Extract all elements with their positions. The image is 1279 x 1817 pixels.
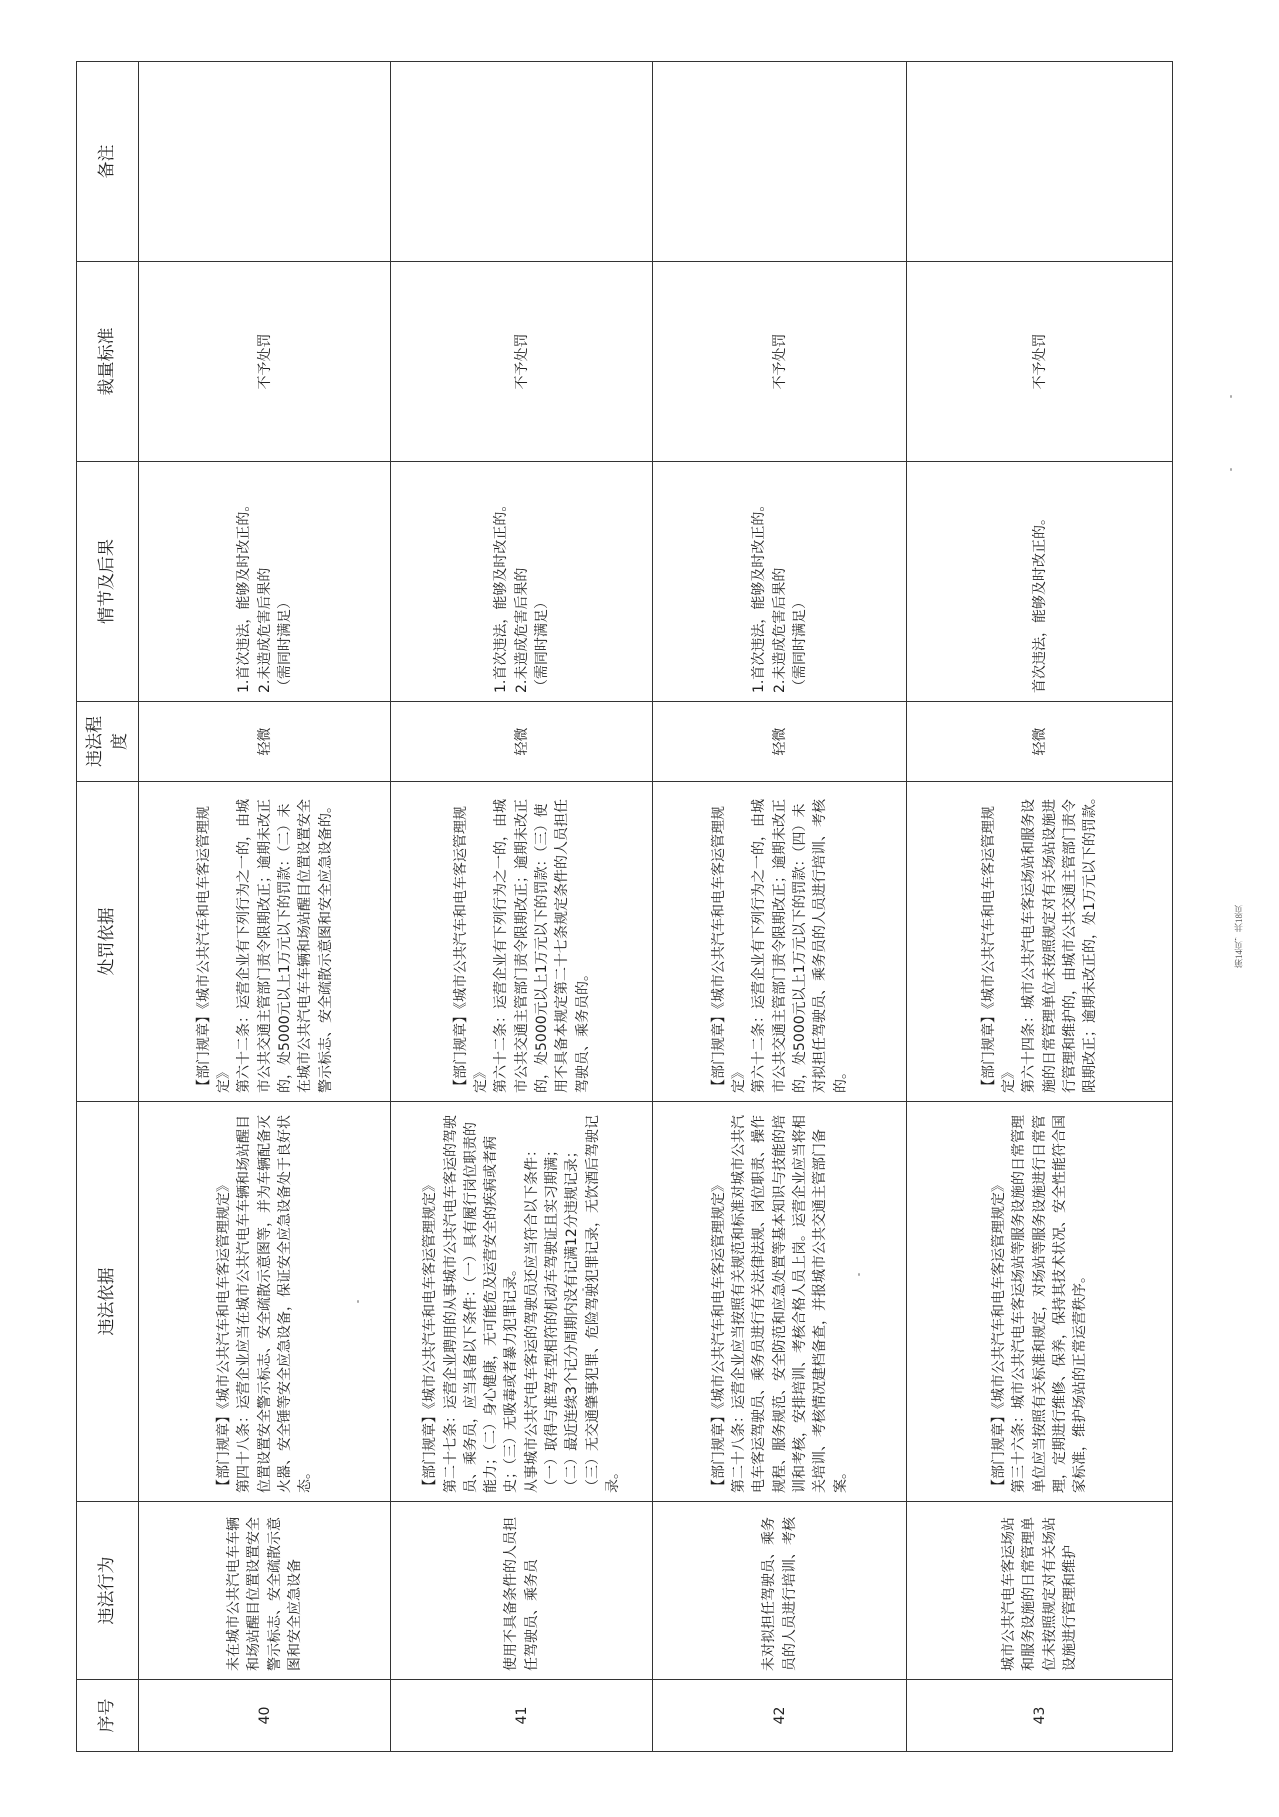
cell-circ: 1.首次违法，能够及时改正的。 2.未造成危害后果的 （需同时满足） [653, 462, 907, 702]
cell-penalty: 【部门规章】《城市公共汽车和电车客运管理规定》 第六十二条：运营企业有下列行为之一的，由城市公共交通主管部门责令限期改正；逾期未改正的，处5000元以上1万元以下的罚款：（二）未在城市公共汽电车车辆和场站醒目位置设置安全警示标志、安全疏散示意图和安全应急设备的。 [139, 782, 391, 1102]
header-act: 违法行为 [77, 1502, 139, 1680]
cell-penalty: 【部门规章】《城市公共汽车和电车客运管理规定》 第六十二条：运营企业有下列行为之一的，由城市公共交通主管部门责令限期改正；逾期未改正的，处5000元以上1万元以下的罚款：（三）使用不具备本规定第二十七条规定条件的人员担任驾驶员、乘务员的。 [391, 782, 653, 1102]
cell-std: 不予处罚 [139, 262, 391, 462]
cell-basis: 【部门规章】《城市公共汽车和电车客运管理规定》 第三十六条：城市公共汽电车客运场站等服务设施的日常管理单位应当按照有关标准和规定，对场站等服务设施进行日常管理，定期进行维修、保养，保持其技术状况、安全性能符合国家标准，维护场站的正常运营秩序。 [907, 1102, 1173, 1502]
scan-speck [357, 1300, 359, 1303]
cell-basis: 【部门规章】《城市公共汽车和电车客运管理规定》 第二十八条：运营企业应当按照有关规范和标准对城市公共汽电车客运驾驶员、乘务员进行有关法律法规、岗位职责、操作规程、服务规范、安全防范和应急处置等基本知识与技能的培训和考核，安排培训、考核合格人员上岗。运营企业应当将相关培训、考核情况建档备查，并报城市公共交通主管部门备案。 [653, 1102, 907, 1502]
header-degree: 违法程度 [77, 702, 139, 782]
header-note: 备注 [77, 62, 139, 262]
cell-std: 不予处罚 [653, 262, 907, 462]
cell-note [907, 62, 1173, 262]
cell-degree: 轻微 [139, 702, 391, 782]
header-circ: 情节及后果 [77, 462, 139, 702]
cell-note [139, 62, 391, 262]
table-row [653, 62, 907, 1752]
header-seq: 序号 [77, 1680, 139, 1752]
cell-std: 不予处罚 [907, 262, 1173, 462]
rotated-page [76, 62, 1168, 1752]
cell-penalty: 【部门规章】《城市公共汽车和电车客运管理规定》 第六十四条：城市公共汽电车客运场站和服务设施的日常管理单位未按照规定对有关场站设施进行管理和维护的，由城市公共交通主管部门责令限期改正；逾期未改正的，处1万元以下的罚款。 [907, 782, 1173, 1102]
cell-circ: 首次违法，能够及时改正的。 [907, 462, 1173, 702]
cell-circ: 1.首次违法，能够及时改正的。 2.未造成危害后果的 （需同时满足） [139, 462, 391, 702]
cell-circ: 1.首次违法，能够及时改正的。 2.未造成危害后果的 （需同时满足） [391, 462, 653, 702]
cell-basis: 【部门规章】《城市公共汽车和电车客运管理规定》 第四十八条：运营企业应当在城市公共汽电车车辆和场站醒目位置设置安全警示标志、安全疏散示意图等，并为车辆配备灭火器、安全锤等安全应急设备，保证安全应急设备处于良好状态。 [139, 1102, 391, 1502]
header-penalty: 处罚依据 [77, 782, 139, 1102]
cell-act: 城市公共汽电车客运场站和服务设施的日常管理单位未按照规定对有关场站设施进行管理和维护 [907, 1502, 1173, 1680]
cell-seq: 42 [653, 1680, 907, 1752]
cell-degree: 轻微 [907, 702, 1173, 782]
scan-speck [1230, 395, 1232, 398]
penalty-table [76, 61, 1173, 1752]
cell-note [391, 62, 653, 262]
cell-penalty: 【部门规章】《城市公共汽车和电车客运管理规定》 第六十二条：运营企业有下列行为之一的，由城市公共交通主管部门责令限期改正；逾期未改正的，处5000元以上1万元以下的罚款：（四）未对拟担任驾驶员、乘务员的人员进行培训、考核的。 [653, 782, 907, 1102]
cell-act: 未在城市公共汽电车车辆和场站醒目位置设置安全警示标志、安全疏散示意图和安全应急设备 [139, 1502, 391, 1680]
table-row [139, 62, 391, 1752]
cell-degree: 轻微 [653, 702, 907, 782]
cell-seq: 43 [907, 1680, 1173, 1752]
cell-seq: 40 [139, 1680, 391, 1752]
table-row [907, 62, 1173, 1752]
cell-note [653, 62, 907, 262]
cell-basis: 【部门规章】《城市公共汽车和电车客运管理规定》 第二十七条：运营企业聘用的从事城市公共汽电车客运的驾驶员、乘务员，应当具备以下条件：（一）具有履行岗位职责的能力；（二）身心健康，无可能危及运营安全的疾病或者病史；（三）无吸毒或者暴力犯罪记录。 从事城市公共汽电车客运的驾驶员还应当符合以下条件： （一）取得与准驾车型相符的机动车驾驶证且实习期满； （二）最近连续3个记分周期内没有记满12分违规记录； （三）无交通肇事犯罪、危险驾驶犯罪记录，无饮酒后驾驶记录。 [391, 1102, 653, 1502]
cell-std: 不予处罚 [391, 262, 653, 462]
header-std: 裁量标准 [77, 262, 139, 462]
cell-act: 未对拟担任驾驶员、乘务员的人员进行培训、考核 [653, 1502, 907, 1680]
scan-speck [582, 1288, 584, 1291]
header-row [77, 62, 139, 1752]
page-number: 第14页，共18页 [1234, 905, 1244, 968]
scan-speck [858, 1273, 860, 1276]
table-row [391, 62, 653, 1752]
cell-seq: 41 [391, 1680, 653, 1752]
scan-speck [1230, 468, 1232, 471]
cell-act: 使用不具备条件的人员担任驾驶员、乘务员 [391, 1502, 653, 1680]
cell-degree: 轻微 [391, 702, 653, 782]
header-basis: 违法依据 [77, 1102, 139, 1502]
